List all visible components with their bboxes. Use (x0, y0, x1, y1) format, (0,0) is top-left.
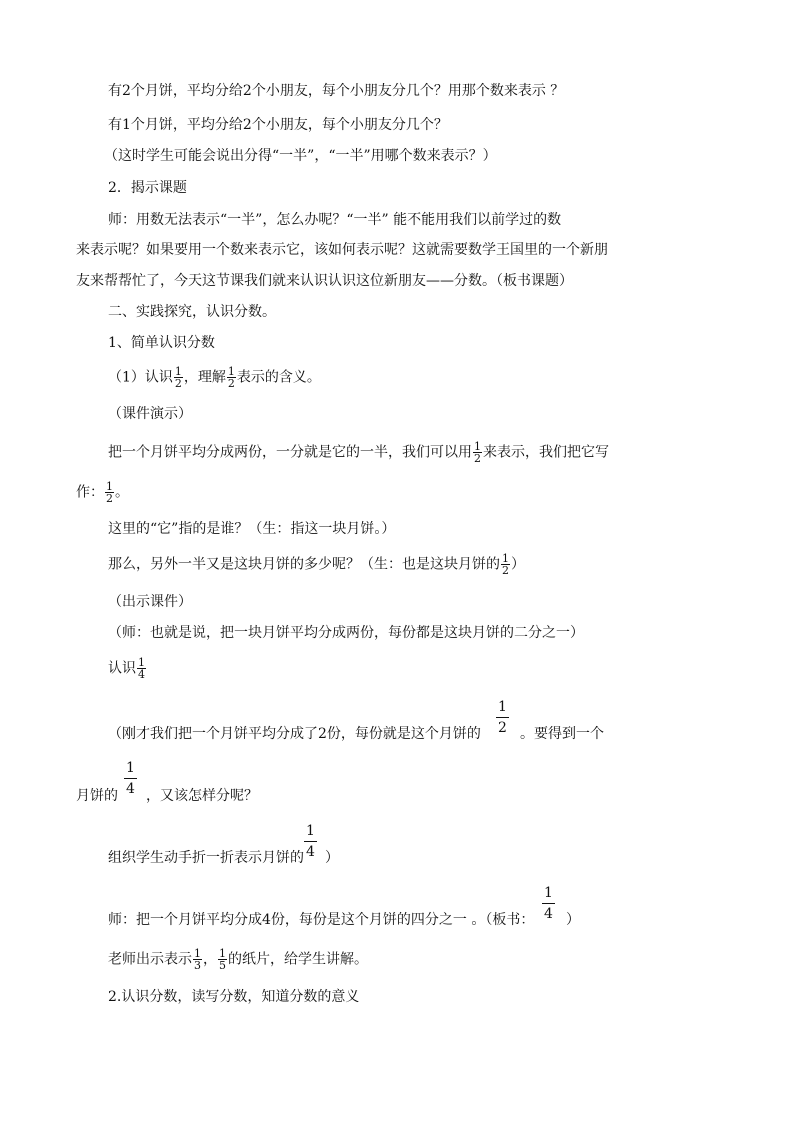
text-line-3: （这时学生可能会说出分得“一半”，“一半”用哪个数来表示？） (104, 148, 497, 164)
subsection-heading-1: 1、简单认识分数 (108, 335, 215, 351)
fraction-one-half: $\frac{1}{2}$ (502, 552, 509, 577)
fraction-one-half: $\frac{1}{2}$ (227, 365, 235, 390)
text-line-13: 作： $\frac{1}{2}$ 。 (76, 480, 129, 505)
text-line-18: 认识 $\frac{1}{4}$ (108, 656, 145, 681)
fraction-one-fifth: $\frac{1}{5}$ (219, 947, 226, 972)
section-heading-practice: 二、实践探究，认识分数。 (108, 304, 276, 320)
fraction-one-quarter: $\frac{1}{4}$ (138, 656, 145, 681)
text-line-17: （师：也就是说，把一块月饼平均分成两份，每份都是这块月饼的二分之一） (108, 625, 584, 641)
section-heading-2: 2．揭示课题 (108, 180, 187, 196)
text-line-2: 有1个月饼，平均分给2个小朋友，每个小朋友分几个？ (108, 117, 448, 133)
text-line-1: 有2个月饼，平均分给2个小朋友，每个小朋友分几个？用那个数来表示 ？ (108, 83, 565, 99)
text-line-22: 师：把一个月饼平均分成4份，每份是这个月饼的四分之一 。（板书： (108, 912, 535, 928)
text-line-12: 把一个月饼平均分成两份，一分就是它的一半，我们可以用 $\frac{1}{2}$ 来表示，我们把它写 (108, 440, 609, 465)
subsection-heading-2: 2.认识分数，读写分数，知道分数的意义 (108, 989, 360, 1005)
text-line-21-end: ） (325, 850, 339, 866)
fraction-one-third: $\frac{1}{3}$ (194, 947, 201, 972)
text-line-22-end: ） (566, 912, 580, 928)
fraction-one-quarter-large: 1 4 (126, 760, 135, 797)
text-line-10: （1）认识 $\frac{1}{2}$ ，理解 $\frac{1}{2}$ 表示的含义。 (108, 365, 321, 390)
text-line-20: 月饼的 (76, 788, 118, 804)
text-line-5: 师：用数无法表示“一半”，怎么办呢？“一半” 能不能用我们以前学过的数 (108, 212, 562, 228)
text-line-11: （课件演示） (108, 406, 192, 422)
fraction-one-quarter-large: 1 4 (544, 885, 553, 922)
text-line-14: 这里的“它”指的是谁？（生：指这一块月饼。） (108, 521, 396, 537)
fraction-one-half-large: 1 2 (498, 699, 507, 736)
fraction-one-half: $\frac{1}{2}$ (474, 440, 481, 465)
text-line-16: （出示课件） (108, 594, 192, 610)
fraction-one-half: $\frac{1}{2}$ (106, 480, 113, 505)
text-line-20-end: ，又该怎样分呢？ (146, 788, 258, 804)
fraction-one-half: $\frac{1}{2}$ (174, 365, 182, 390)
text-line-15: 那么，另外一半又是这块月饼的多少呢？（生：也是这块月饼的 $\frac{1}{2}$ ） (108, 552, 525, 577)
text-line-6: 来表示呢？如果要用一个数来表示它，该如何表示呢？这就需要数学王国里的一个新朋 (76, 242, 608, 258)
fraction-one-quarter-large: 1 4 (306, 823, 315, 860)
text-line-19: （刚才我们把一个月饼平均分成了2份，每份就是这个月饼的 (108, 726, 481, 742)
text-line-19-end: 。要得到一个 (520, 726, 604, 742)
text-line-21: 组织学生动手折一折表示月饼的 (108, 850, 304, 866)
text-line-7: 友来帮帮忙了，今天这节课我们就来认识认识这位新朋友——分数。（板书课题） (76, 273, 573, 289)
text-line-23: 老师出示表示 $\frac{1}{3}$ ， $\frac{1}{5}$ 的纸片，给学生讲解。 (108, 947, 368, 972)
